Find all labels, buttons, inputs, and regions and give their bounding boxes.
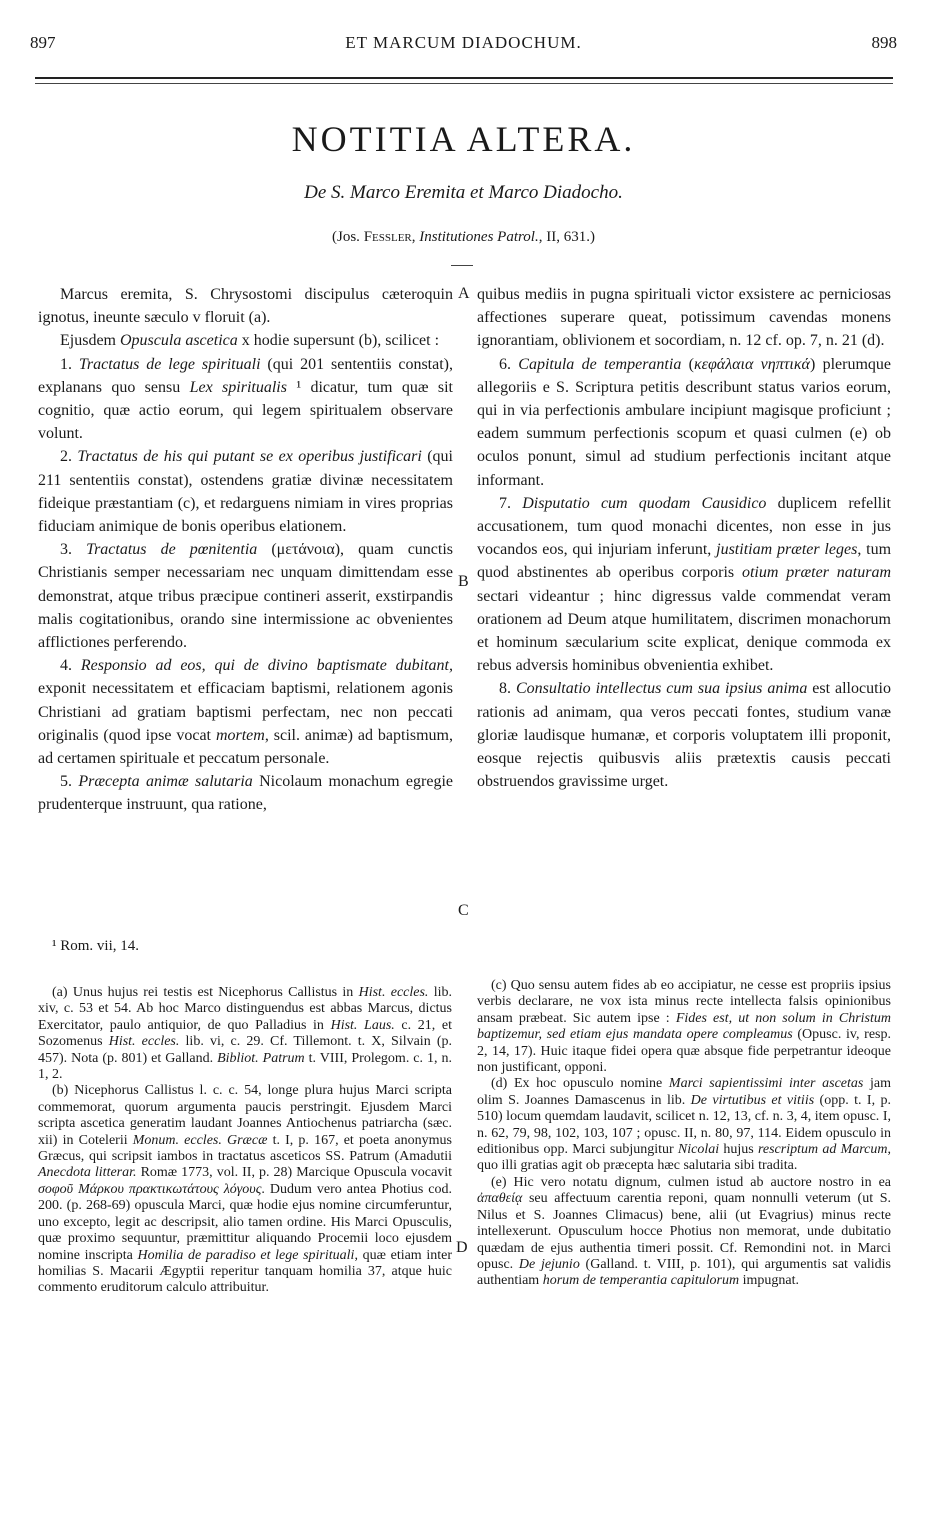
italic-span: De jejunio <box>518 1256 580 1272</box>
italic-span: horum de temperantia capitulorum <box>542 1273 740 1289</box>
text-span: ( <box>681 355 694 373</box>
item-number: 3. <box>60 541 87 559</box>
text-span: (e) Hic vero notatu dignum, culmen istud ab auctore nostro in ea <box>491 1174 891 1190</box>
text-span: c. 21, et Sozomenus <box>38 1017 452 1050</box>
list-item-8 <box>477 677 891 793</box>
text-span: sectari videantur ; hinc digressus valde commendat veram orationem ad Deum atque humilitatem, discrimen monachorum et hominum sæcularium scite explicat, denique commoda ex rebus adversis hominibus obvenientia exhibet. <box>477 587 891 675</box>
body-paragraph <box>477 283 891 353</box>
text-span: seu affectuum carentia reponi, quam nonnulli veterum (ut S. Nilus et S. Joannes Climacus) bene, alii (ut Evagrius) minus recte intellexerunt. Opusculum hocce Photius non memorat, unde dubitatio quædam de ejus authentia timeri possit. Cf. Remondini not. in Marci opusc. <box>477 1191 891 1272</box>
body-column-left <box>38 283 453 817</box>
text-span: ) plerumque allegoriis e S. Scriptura petitis describunt status varios eorum, qui in via perfectionis ambulare incipiunt magisque proficiunt ; eadem summum perfectionis scopum et quasi culmen (e) ob oculos ponunt, simul ad studium perfectionis incitant atque informant. <box>477 355 892 489</box>
page-header <box>30 33 897 57</box>
text-span: , tum quod abstinentes ab operibus corporis <box>477 541 892 582</box>
italic-span: κεφάλαια νηπτικά <box>693 355 810 373</box>
source-author: Fessler <box>363 229 412 245</box>
item-number: 8. <box>499 680 516 698</box>
margin-marker-c: C <box>458 902 469 919</box>
text-span: (Galland. t. VIII, p. 101), qui argumentis sat validis authentiam <box>477 1256 891 1289</box>
header-rule <box>35 77 893 79</box>
page-number-right: 898 <box>871 33 897 52</box>
italic-span: justitiam præter leges <box>716 541 858 559</box>
text-span: , scil. animæ) ad baptismum, ad certamen spirituale et peccatum personale. <box>38 726 453 768</box>
item-title: Disputatio cum quodam Causidico <box>522 494 767 512</box>
italic-span: otium præter naturam <box>741 564 892 582</box>
text-span: quibus mediis in pugna spirituali victor exsistere ac perniciosas affectiones superare queat, potissimum cavendas monens ignorantiam, oblivionem et socordiam, n. 12 cf. op. 7, n. 21 (d). <box>477 286 891 350</box>
item-number: 4. <box>60 657 81 675</box>
item-number: 5. <box>60 773 79 791</box>
text-span: t. VIII, Prolegom. c. 1, n. 1, 2. <box>38 1050 452 1083</box>
text-span: (μετάνοια), quam cunctis Christianis semper necessariam nec unquam dimittendam esse demonstrat, atque tribus præcipue contineri asserit, exstirpandis malis cogitationibus, orando sine intermissione ac obvenientes afflictiones perferendo. <box>38 541 454 652</box>
list-item-6 <box>477 353 891 492</box>
body-column-right <box>477 283 891 793</box>
text-span: duplicem refellit accusationem, tum quod monachi dicentes, non esse in jus vocandos eos, qui injuriam inferunt, <box>477 494 891 559</box>
text-span: (b) Nicephorus Callistus l. c. c. 54, longe plura hujus Marci scripta commemorat, quorum argumenta paucis perstringit. Ejusdem Marci scripta ascetica generatim laudant Joannes Antiochenus patriarcha (sæc. xii) in Cotelerii <box>38 1083 452 1148</box>
text-span: (d) Ex hoc opusculo nomine <box>491 1076 669 1092</box>
text-span: (opp. t. I, p. 510) locum quemdam laudavit, scilicet n. 12, 13, cf. n. 3, 4, item opusc. I, n. 62, 79, 98, 102, 103, 107 ; opusc. II, n. 80, 97, 114. Eidem opusculo in editionibus opp. Marci subjungitur <box>477 1092 891 1158</box>
item-title: Præcepta animæ salutaria <box>78 773 253 791</box>
list-item-5 <box>38 770 453 816</box>
running-title: ET MARCUM DIADOCHUM. <box>345 33 582 52</box>
text-span: Nicolaum monachum egregie prudenterque instruunt, qua ratione, <box>38 773 454 814</box>
text-span: (Opusc. iv, resp. 2, 14, 17). Huic itaque fidei opera quæ absque fide perpetrantur ideoque non justificant, opponi. <box>477 1027 891 1076</box>
text-span: (a) Unus hujus rei testis est Nicephorus Callistus in <box>52 985 359 1000</box>
item-number: 6. <box>499 355 519 373</box>
italic-span: De virtutibus et vitiis <box>690 1092 815 1108</box>
margin-marker-b: B <box>458 573 469 590</box>
text-span: t. I, p. 167, et poeta anonymus Græcus, qui scripsit iambos in tractatus asceticos SS. Patrum (Amadutii <box>38 1132 452 1165</box>
item-title: Tractatus de lege spirituali <box>78 355 261 373</box>
italic-span: Lex spiritualis <box>189 378 287 396</box>
notes-column-right <box>477 978 891 1290</box>
text-span: Marcus eremita, S. Chrysostomi discipulus cæteroquin ignotus, ineunte sæculo v floruit (a). <box>38 286 453 327</box>
body-paragraph <box>38 329 453 352</box>
text-span: lib. xiv, c. 53 et 54. Ab hoc Marco distinguendus est abbas Marcus, dictus Exercitator, paulo antiquior, de quo Palladius in <box>38 985 453 1033</box>
source-ref: , II, 631.) <box>538 229 595 245</box>
italic-span: Hist. Laus. <box>330 1017 395 1033</box>
note-a <box>38 985 452 1083</box>
text-span: , quo illi gratias agit ob præcepta hæc salutaria sibi tradita. <box>477 1142 891 1174</box>
list-item-2 <box>38 445 453 538</box>
text-span: exponit necessitatem et efficaciam baptismi, relationem agonis Christiani ad gratiam baptismi perfectam, nec non peccati originalis (quod ipse vocat <box>38 680 453 744</box>
text-span: , quæ etiam inter homilias S. Macarii Ægyptii reperitur tanquam homilia 37, atque huic commento eruditorum calculo attribuitur. <box>38 1247 453 1296</box>
margin-marker-d: D <box>456 1239 468 1256</box>
italic-span: rescriptum ad Marcum <box>757 1142 888 1158</box>
margin-marker-a: A <box>458 285 470 302</box>
italic-span: ἀπαθείᾳ <box>477 1191 523 1207</box>
italic-span: Hist. eccles. <box>358 985 429 1000</box>
source-citation <box>0 229 927 246</box>
italic-span: Anecdota litterar. <box>38 1165 137 1181</box>
text-span: Ejusdem <box>60 332 120 350</box>
footnote: ¹ Rom. vii, 14. <box>52 938 140 954</box>
source-work: Institutiones Patrol. <box>419 229 539 245</box>
notes-column-left <box>38 985 452 1297</box>
text-span: (qui 201 sententiis constat), explanans quo sensu <box>38 355 453 396</box>
text-span: . Dudum vero antea Photius cod. 200. (p. 268-69) opuscula Marci, quæ hodie ejus nomine circumferuntur, uno excepto, legit ac descripsit, alio tamen ordine. His Marci Opusculis, quæ proximo sequuntur, præmittitur aliquando Procemii loco ejusdem nomine inscripta <box>38 1181 453 1263</box>
item-title: Responsio ad eos, qui de divino baptismate dubitant, <box>80 657 454 675</box>
text-span: x hodie supersunt (b), scilicet : <box>237 332 440 350</box>
italic-span: mortem <box>215 726 265 744</box>
source-sep: , <box>411 229 420 245</box>
item-title: Consultatio intellectus cum sua ipsius anima <box>515 680 808 698</box>
note-e <box>477 1175 891 1290</box>
note-b <box>38 1083 452 1296</box>
note-c <box>477 978 891 1076</box>
item-number: 7. <box>499 494 523 512</box>
italic-span: Marci sapientissimi inter ascetas <box>668 1076 864 1092</box>
text-span: (qui 211 sententiis constat), ostendens gratiæ divinæ necessitatem fideique præstantiam (c), et redarguens nimiam in vires proprias fiduciam animique de bonis operibus elationem. <box>38 448 454 536</box>
italic-span: σοφοῦ Μάρκου πρακτικωτάτους λόγους <box>38 1181 262 1197</box>
divider-dash <box>451 265 473 266</box>
body-paragraph <box>38 283 453 329</box>
text-span: (c) Quo sensu autem fides ab eo accipiatur, ne cesse est propriis ipsius verbis declarare, ne vox ista minus recte intellecta falsis opinionibus ansam præbeat. Sic autem ipse : <box>477 978 891 1026</box>
italic-span: Bibliot. Patrum <box>217 1050 305 1066</box>
source-open: (Jos. <box>332 229 364 245</box>
item-title: Tractatus de his qui putant se ex operibus justificari <box>77 448 422 466</box>
text-span: impugnat. <box>739 1273 799 1289</box>
text-span: hujus <box>719 1142 758 1158</box>
italic-span: Hist. eccles. <box>108 1034 180 1050</box>
italic-span: Nicolai <box>677 1142 720 1158</box>
italic-span: Opuscula ascetica <box>120 332 238 350</box>
italic-span: Homilia de paradiso et lege spirituali <box>137 1247 355 1263</box>
page-number-left: 897 <box>30 33 56 52</box>
list-item-1 <box>38 353 453 446</box>
note-d <box>477 1076 891 1174</box>
header-rule-thin <box>35 83 893 84</box>
italic-span: Monum. eccles. Græcæ <box>132 1132 268 1148</box>
section-title: NOTITIA ALTERA. <box>291 119 636 159</box>
list-item-4 <box>38 654 453 770</box>
item-number: 1. <box>60 355 79 373</box>
text-span: jam olim S. Joannes Damascenus in lib. <box>477 1076 892 1108</box>
list-item-3 <box>38 538 453 654</box>
section-subtitle: De S. Marco Eremita et Marco Diadocho. <box>304 182 623 203</box>
text-span: est allocutio rationis ad animam, qua veros peccati fontes, studium vanæ gloriæ laudisque humanæ, et corporis voluptatem illi proponit, eosque rejectis quibusvis aliis prætextis causis peccati obstruendos gravissime urget. <box>477 680 891 791</box>
italic-span: Fides est, ut non solum in Christum baptizemur, sed etiam ejus mandata opere compleamus <box>477 1010 891 1043</box>
item-title: Tractatus de pœnitentia <box>86 541 258 559</box>
text-span: ¹ dicatur, tum quæ sit cognitio, quæ actio eorum, qui legem spiritualem observare volunt. <box>38 378 453 443</box>
item-number: 2. <box>60 448 78 466</box>
text-span: Romæ 1773, vol. II, p. 28) Marcique Opuscula vocavit <box>136 1165 452 1181</box>
item-title: Capitula de temperantia <box>518 355 682 373</box>
text-span: lib. vi, c. 29. Cf. Tillemont. t. X, Silvain (p. 457). Nota (p. 801) et Galland. <box>38 1034 453 1066</box>
list-item-7 <box>477 492 891 678</box>
